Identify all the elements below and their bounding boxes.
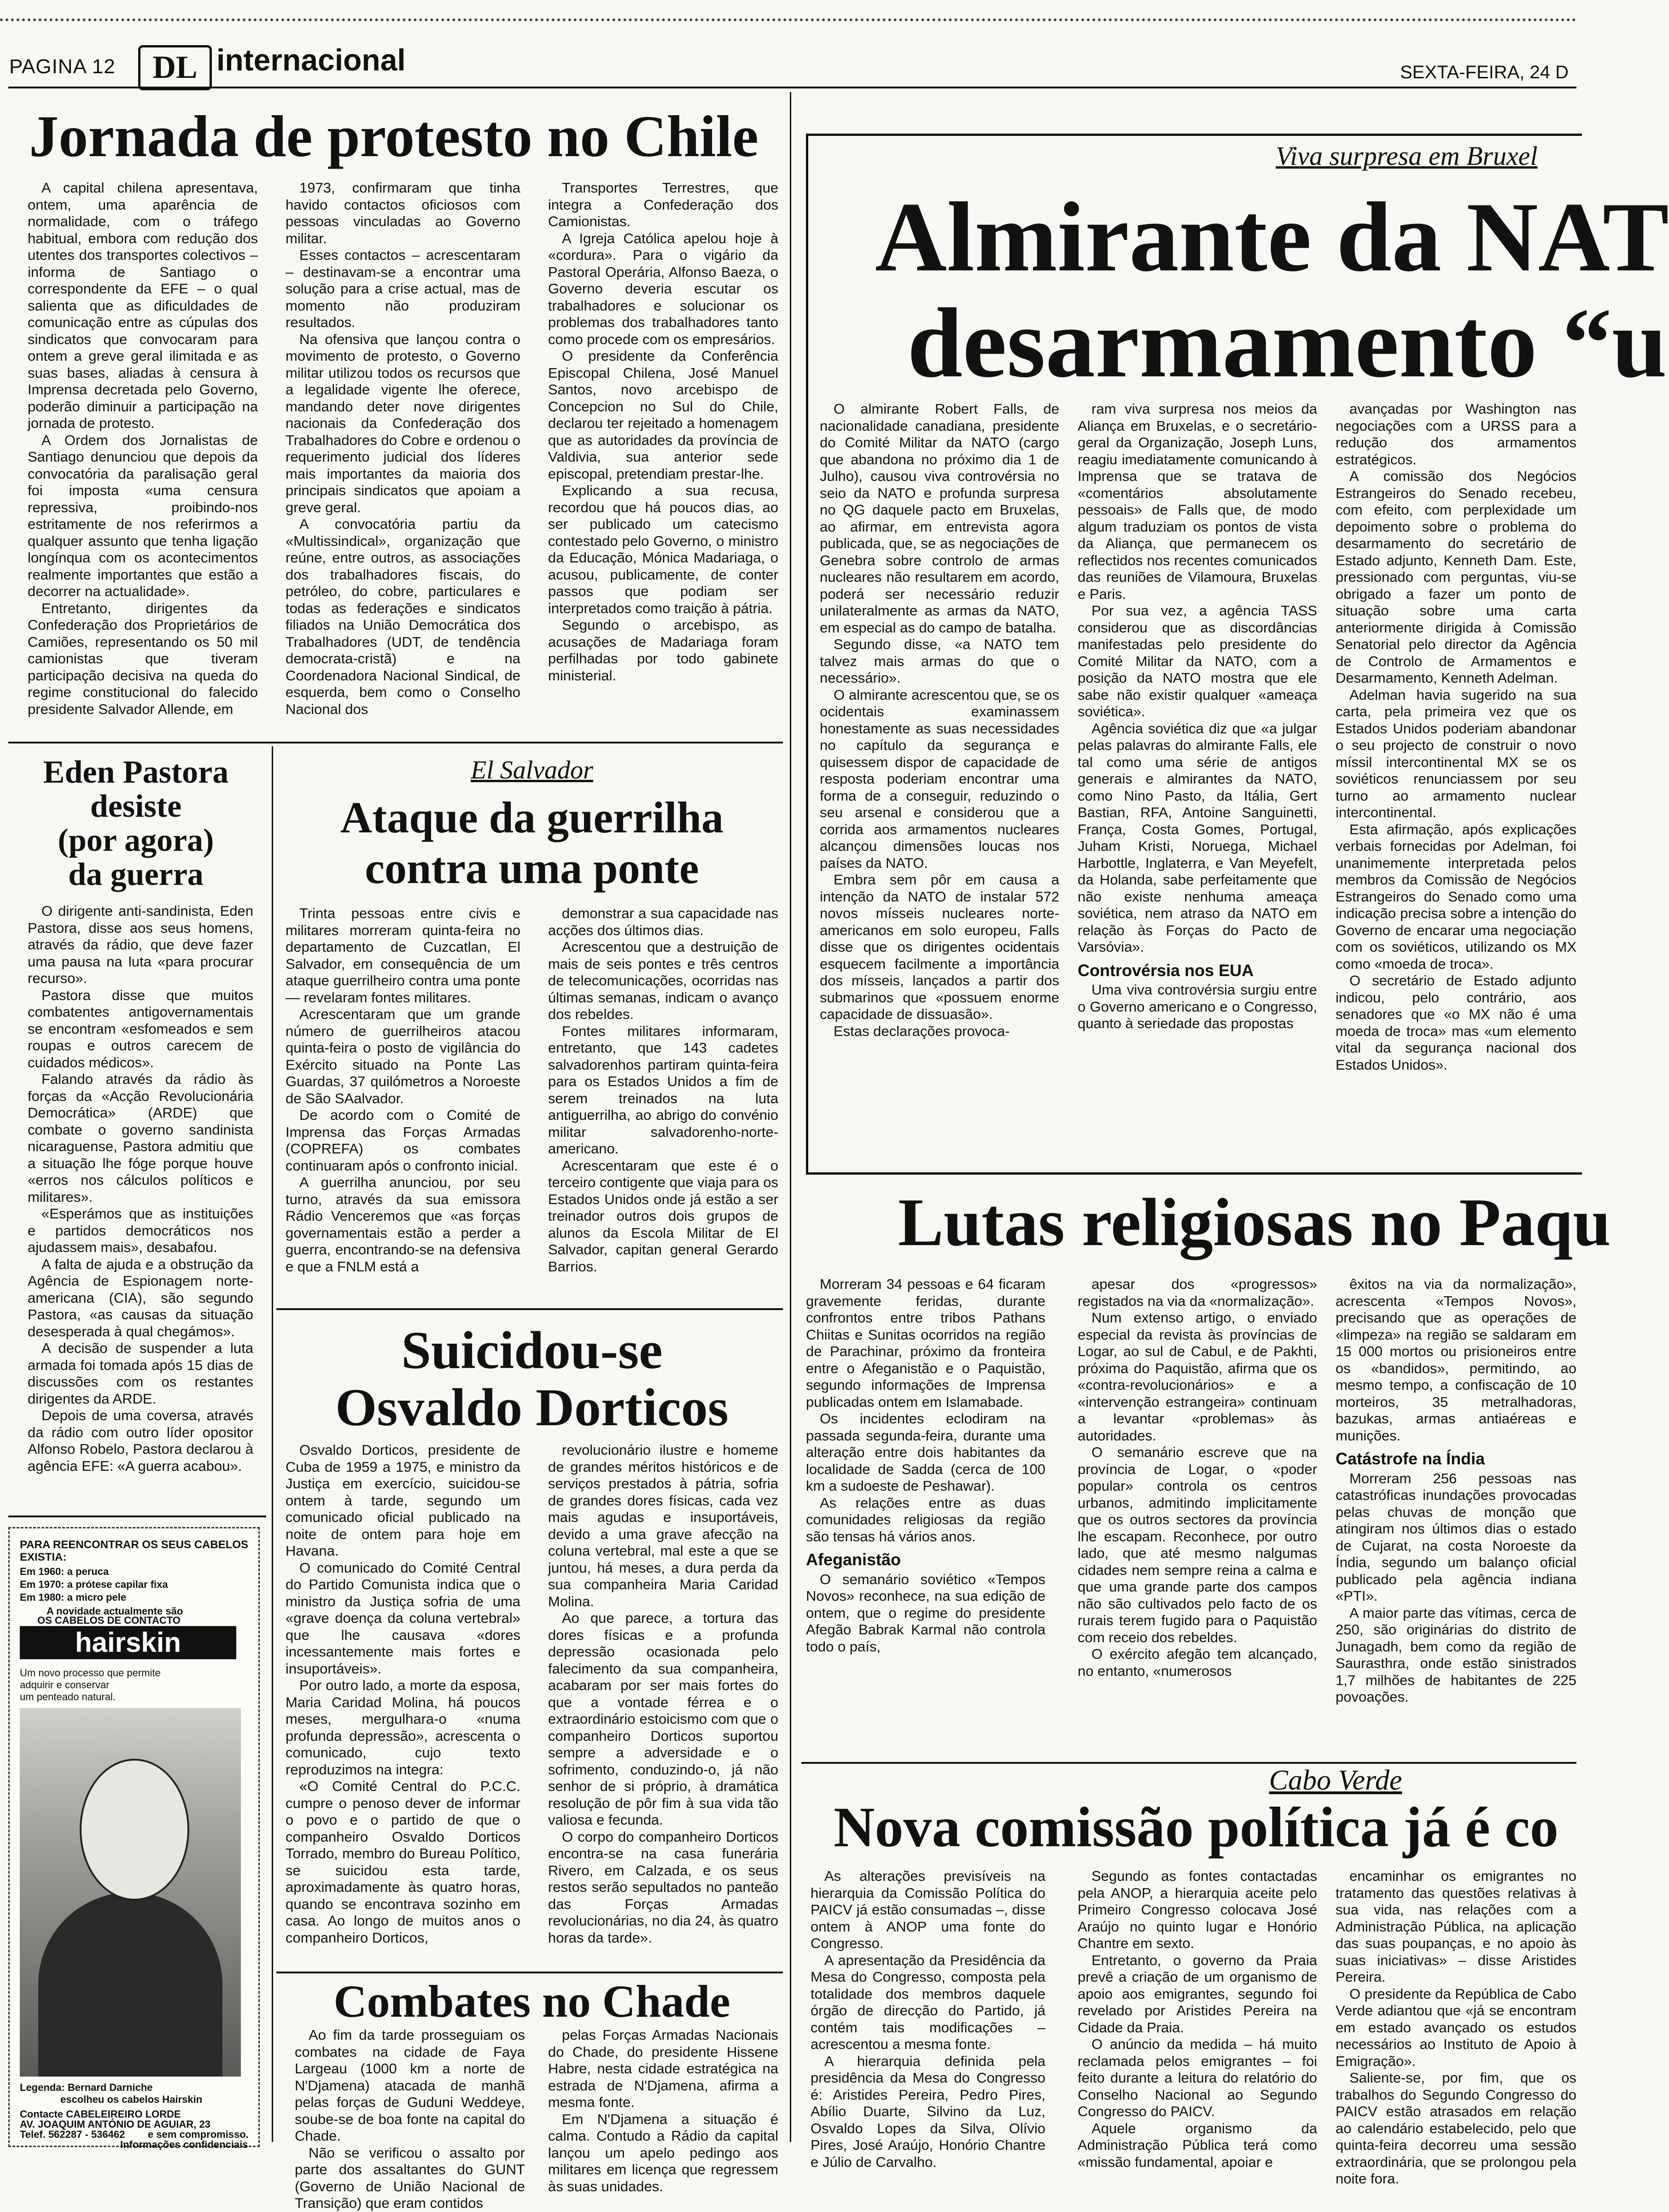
paragraph: Esta afirmação, após explicações verbais fornecidas por Adelman, foi unanimemente interpretada pelos membros da Comissão de Negócios Estrangeiros do Senado como uma indicação precisa sobre a intenção do Governo de encarar uma negociação com os soviéticos, utilizando os MX como «moeda de troca».	[1336, 821, 1576, 972]
paragraph: Entretanto, dirigentes da Confederação dos Proprietários de Camiões, representando os 50 mil camionistas que tiveram participação decisiva na queda do regime constitucional do falecido presidente Salvador Allende, em	[28, 600, 258, 717]
salvador-column-2	[548, 905, 778, 1301]
nato-column-3	[1336, 401, 1576, 1165]
paragraph: Trinta pessoas entre civis e militares morreram quinta-feira no departamento de Cuzcatlan, El Salvador, em consequência de um ataque guerrilheiro contra uma ponte — revelaram fontes militares.	[286, 905, 520, 1006]
newspaper-logo: DL	[138, 45, 212, 90]
ad-line-1980: Em 1980: a micro pele	[20, 1592, 127, 1603]
paragraph: Uma viva controvérsia surgiu entre o Governo americano e o Congresso, quanto à seriedade das propostas	[1078, 982, 1317, 1031]
cabo-column-1	[811, 1868, 1045, 2170]
paragraph: Ao fim da tarde prosseguiam os combates na cidade de Faya Largeau (1000 km a norte de N'Djamena) atacada de manhã pelas forças de Guduni Weddeye, soube-se de boa fonte na capital do Chade.	[295, 2027, 525, 2144]
ad-tagline-3: um penteado natural.	[20, 1691, 116, 1703]
paragraph: Por sua vez, a agência TASS considerou que as discordâncias manifestadas pelo presidente do Comité Militar da NATO, com a posição da NATO mostra que ele sabe não existir qualquer «ameaça soviética».	[1078, 603, 1317, 720]
paragraph: «O Comité Central do P.C.C. cumpre o penoso dever de informar o povo e o partido de que o companheiro Osvaldo Dorticos Torrado, membro do Bureau Político, se suicidou esta tarde, aproximadamente às quatro horas, quando se encontrava sozinho em casa. Ao longo de muitos anos o companheiro Dorticos,	[286, 1778, 520, 1946]
ad-contact-2: AV. JOAQUIM ANTÓNIO DE AGUIAR, 23	[20, 2118, 210, 2130]
lutas-column-2	[1078, 1276, 1317, 1760]
paragraph: A convocatória partiu da «Multissindical», organização que reúne, entre outros, as associações dos trabalhadores fiscais, do petróleo, do cobre, particulares e todas as federações e sindicatos filiados na União Democrática dos Trabalhadores (UDT, de tendência democrata-cristã) e na Coordenadora Nacional Sindical, de esquerda, bem como o Conselho Nacional dos	[286, 516, 520, 717]
paragraph: Embra sem pôr em causa a intenção da NATO de instalar 572 novos mísseis nucleares norte-americanos em solo europeu, Falls disse que os dirigentes ocidentais esquecem facilmente a importância dos mísseis, lançados a partir dos submarinos que «possuem enorme capacidade de dissuasão».	[820, 872, 1059, 1022]
paragraph: Segundo o arcebispo, as acusações de Madariaga foram perfilhadas por todo gabinete ministerial.	[548, 617, 778, 684]
paragraph: Ao que parece, a tortura das dores físicas e a profunda depressão ocasionada pelo falecimento da sua companheira, acabaram por ser mais fortes do que a vontade férrea e o extraordinário estoicismo com que o companheiro Dorticos suportou sempre a adversidade e o sofrimento, conduzindo-o, já não senhor de si próprio, à dramática resolução de pôr fim à sua vida tão valiosa e fecunda.	[548, 1610, 778, 1828]
ad-contact-5: Informações confidenciais	[120, 2139, 248, 2150]
chile-headline: Jornada de protesto no Chile	[29, 104, 759, 169]
portrait-shoulders	[38, 1892, 222, 2077]
paragraph: Segundo disse, «a NATO tem talvez mais armas do que o necessário».	[820, 636, 1059, 686]
paragraph: A Igreja Católica apelou hoje à «cordura». Para o vigário da Pastoral Operária, Alfonso Baeza, o Governo deveria escutar os trabalhadores e solucionar os problemas dos trabalhadores tanto como procede com os empresários.	[548, 230, 778, 347]
paragraph: A apresentação da Presidência da Mesa do Congresso, composta pela totalidade dos membros daquele órgão de direcção do Partido, já contém tais modificações – acrescentou a mesma fonte.	[811, 1952, 1045, 2052]
ad-tagline-2: adquirir e conservar	[20, 1679, 110, 1691]
lutas-bottom-rule	[801, 1762, 1576, 1764]
page-number: PAGINA 12	[9, 55, 116, 78]
nato-kicker: Viva surpresa em Bruxel	[1276, 141, 1538, 171]
cabo-kicker: Cabo Verde	[1269, 1765, 1402, 1796]
nato-column-1	[820, 401, 1059, 1165]
paragraph: A capital chilena apresentava, ontem, uma aparência de normalidade, com o tráfego habitual, embora com redução dos utentes dos transportes colectivos – informa de Santiago o correspondente da EFE – o qual salienta que as dificuldades de comunicação entre as cúpulas dos sindicatos que convocaram para ontem a greve geral ilimitada e as suas bases, aliadas à censura à Imprensa decretada pelo Governo, poderão diminuir a participação na jornada de protesto.	[28, 180, 258, 431]
salvador-kicker: El Salvador	[471, 756, 593, 784]
ad-portrait-photo	[20, 1708, 241, 2077]
ad-novidade: A novidade actualmente são	[47, 1605, 183, 1617]
paragraph: O comunicado do Comité Central do Partido Comunista indica que o ministro da Justiça sofria de uma «grave doença da coluna vertebral» que lhe causava «dores incessantemente mais fortes e insuportáveis».	[286, 1559, 520, 1677]
paragraph: Entretanto, o governo da Praia prevê a criação de um organismo de apoio aos emigrantes, segundo foi revelado por Aristides Pereira na Cidade da Praia.	[1078, 1952, 1317, 2036]
cabo-column-3	[1336, 1868, 1576, 2187]
paragraph: Saliente-se, por fim, que os trabalhos do Segundo Congresso do PAICV estão atrasados em relação ao calendário estabelecido, pelo que quinta-feira decorreu uma sessão extraordinária, que se prolongou pela noite fora.	[1336, 2070, 1576, 2187]
dorticos-column-2	[548, 1442, 778, 1962]
paragraph: pelas Forças Armadas Nacionais do Chade, do presidente Hissene Habre, nesta cidade estratégica na estrada de N'Djamena, afirma a mesma fonte.	[548, 2027, 778, 2110]
paragraph: Acrescentaram que um grande número de guerrilheiros atacou quinta-feira o posto de vigilância do Exército situado na Ponte Las Guardas, 37 quilómetros a Noroeste de São SAalvador.	[286, 1006, 520, 1106]
ad-contact-3: Telef. 562287 - 536462	[20, 2129, 125, 2140]
paragraph: As alterações previsíveis na hierarquia da Comissão Política do PAICV já estão consumadas –, disse ontem à ANOP uma fonte do Congresso.	[811, 1868, 1045, 1951]
hairskin-advertisement	[8, 1527, 260, 2150]
paragraph: A falta de ajuda e a obstrução da Agência de Espionagem norte-americana (CIA), são segundo Pastora, «as causas da situação desesperada à qual chegámos».	[28, 1256, 253, 1340]
paragraph: A hierarquia definida pela presidência da Mesa do Congresso é: Aristides Pereira, Pedro Pires, Abílio Duarte, Silvino da Luz, Osvaldo Lopes da Silva, Olívio Pires, José Araújo, Honório Chantre e Júlio de Carvalho.	[811, 2053, 1045, 2170]
paragraph: O semanário escreve que na província de Logar, o «poder popular» controla os centros urbanos, admitindo implicitamente que os outros sectores da província lhe escapam. Reconhece, por outro lado, que até mesmo nalgumas cidades nem sempre reina a calma e que uma grande parte dos campos não são cultivados pelo facto de os rurais terem fugido para o Paquistão com receio dos rebeldes.	[1078, 1444, 1317, 1645]
paragraph: O corpo do companheiro Dorticos encontra-se na casa funerária Rivero, em Calzada, e os seus restos serão sepultados no panteão das Forças Armadas revolucionárias, no dia 24, às quatro horas da tarde».	[548, 1828, 778, 1946]
paragraph: Não se verificou o assalto por parte dos assaltantes do GUNT (Governo de União Nacional de Transição) que eram contidos	[295, 2144, 525, 2211]
lutas-subheading-afeganistao: Afeganistão	[806, 1550, 901, 1569]
paragraph: Fontes militares informaram, entretanto, que 143 cadetes salvadorenhos partiram quinta-feira para os Estados Unidos a fim de serem treinados na luta antiguerrilha, ao abrigo do convénio militar salvadorenho-norte-americano.	[548, 1023, 778, 1157]
top-dotted-border	[0, 0, 1576, 21]
paragraph: Morreram 34 pessoas e 64 ficaram gravemente feridas, durante confrontos entre tribos Pathans Chiitas e Sunitas ocorridos na região de Parachinar, próximo da fronteira entre o Afeganistão e o Paquistão, segundo informações de Imprensa publicadas ontem em Islamabade.	[806, 1276, 1045, 1410]
paragraph: Num extenso artigo, o enviado especial da revista às províncias de Logar, ao sul de Cabul, e de Pakhti, próxima do Paquistão, afirma que os «contra-revolucionários» e a «intervenção estrangeira» continuam a levantar «problemas» às autoridades.	[1078, 1310, 1317, 1444]
paragraph: revolucionário ilustre e homeme de grandes méritos históricos e de serviços prestados à pátria, sofria de grandes dores físicas, cada vez mais agudas e insuportáveis, devido a uma grave afecção na coluna vertebral, mal este a que se juntou, há meses, a dura perda da sua companheira Maria Caridad Molina.	[548, 1442, 778, 1609]
paragraph: Estas declarações provoca-	[834, 1023, 1010, 1039]
salvador-headline: Ataque da guerrilha contra uma ponte	[340, 793, 724, 893]
paragraph: ram viva surpresa nos meios da Aliança em Bruxelas, e o secretário-geral da Organização, Joseph Luns, reagiu imediatamente comunicando à Imprensa que se tratava de «comentários absolutamente pessoais» de Falls que, de modo algum traduziam os pontos de vista da Aliança, que permanecem os reflectidos nos recentes comunicados das reuniões de Vilamoura, Bruxelas e Paris.	[1078, 401, 1317, 602]
paragraph: A guerrilha anunciou, por seu turno, através da sua emissora Rádio Venceremos que «as forças governamentais estão a perder a guerra, encontrando-se na defensiva e que a FNLM está a	[286, 1174, 520, 1275]
paragraph: A Ordem dos Jornalistas de Santiago denunciou que depois da convocatória da paralisação geral foi imposta «uma censura repressiva, proibindo-nos estritamente de nos referirmos a qualquer assunto que tenha ligação longínqua com os acontecimentos realmente importantes que estão a decorrer na actualidade».	[28, 432, 258, 599]
dorticos-column-1	[286, 1442, 520, 1962]
paragraph: êxitos na via da normalização», acrescenta «Tempos Novos», precisando que as operações de «limpeza» na região se saldaram em 15 000 mortos ou prisioneiros entre os «bandidos», permitindo, ao mesmo tempo, a confiscação de 10 morteiros, 35 metralhadoras, bazukas, armas antiaéreas e munições.	[1336, 1276, 1576, 1444]
paragraph: O presidente da República de Cabo Verde adiantou que «já se encontram em estado avançado os estudos necessários ao Instituto de Apoio à Emigração».	[1336, 1985, 1576, 2069]
pastora-headline: Eden Pastora desiste (por agora) da guerra	[43, 755, 229, 892]
paragraph: «Esperámos que as instituições e partidos democráticos nos ajudassem mais», desabafou.	[28, 1205, 253, 1255]
paragraph: A comissão dos Negócios Estrangeiros do Senado recebeu, com efeito, com perplexidade um depoimento sobre o problema do desarmamento do secretário de Estado adjunto, Kenneth Dam. Este, pressionado com perguntas, viu-se obrigado a fazer um ponto de situação sobre uma carta anteriormente dirigida à Comissão Senatorial pelo director da Agência de Controlo de Armamentos e Desarmamento, Kenneth Adelman.	[1336, 468, 1576, 686]
paragraph: Explicando a sua recusa, recordou que há poucos dias, ao ser publicado um catecismo contestado pelo Governo, o ministro da Educação, Mónica Madariaga, o acusou, publicamente, de conter passos que podiam ser interpretados como traição à pátria.	[548, 482, 778, 616]
paragraph: demonstrar a sua capacidade nas acções dos últimos dias.	[548, 905, 778, 938]
paragraph: Segundo as fontes contactadas pela ANOP, a hierarquia aceite pelo Primeiro Congresso colocava José Araújo no quinto lugar e Honório Chantre em sexto.	[1078, 1868, 1317, 1951]
paragraph: apesar dos «progressos» registados na via da «normalização».	[1078, 1276, 1317, 1309]
paragraph: A decisão de suspender a luta armada foi tomada após 15 dias de discussões com os restantes dirigentes da ARDE.	[28, 1340, 253, 1407]
chile-column-1	[28, 180, 258, 732]
paragraph: Os incidentes eclodiram na passada segunda-feira, durante uma alteração entre dois habitantes da localidade de Sadda (cerca de 100 km a sudoeste de Peshawar).	[806, 1410, 1045, 1494]
ad-caption-1: Legenda: Bernard Darniche	[20, 2082, 153, 2093]
paragraph: As relações entre as duas comunidades religiosas da região são tensas há vários anos.	[806, 1494, 1045, 1545]
ad-contact-1: Contacte CABELEIREIRO LORDE	[20, 2108, 181, 2120]
cabo-headline: Nova comissão política já é co	[834, 1796, 1558, 1859]
salvador-column-1	[286, 905, 520, 1301]
ad-caption-2: escolheu os cabelos Hairskin	[60, 2094, 203, 2105]
issue-date: SEXTA-FEIRA, 24 D	[1400, 62, 1569, 82]
pastora-article	[28, 903, 253, 1506]
paragraph: O anúncio da medida – há muito reclamada pelos emigrantes – foi feito durante a leitura do relatório do Conselho Nacional ao Segundo Congresso do PAICV.	[1078, 2036, 1317, 2119]
paragraph: A maior parte das vítimas, cerca de 250, são originárias do distrito de Junagadh, bem como da região de Saurasthra, onde estão sinistrados 1,7 milhões de habitantes de 225 povoações.	[1336, 1604, 1576, 1705]
pastora-bottom-rule	[8, 1516, 266, 1517]
paragraph: O presidente da Conferência Episcopal Chilena, José Manuel Santos, novo arcebispo de Concepcion no Sul do Chile, declarou ter rejeitado a homenagem que as autoridades da província de Valdivia, sua anterior sede episcopal, pretendiam prestar-lhe.	[548, 348, 778, 482]
ad-cabelos-contacto: OS CABELOS DE CONTACTO	[37, 1615, 181, 1626]
ad-line-1960: Em 1960: a peruca	[20, 1566, 109, 1577]
paragraph: 1973, confirmaram que tinha havido contactos oficiosos com pessoas vinculadas ao Governo militar.	[286, 180, 520, 246]
paragraph: Osvaldo Dorticos, presidente de Cuba de 1959 a 1975, e ministro da Justiça em exercício, suicidou-se ontem à tarde, segundo um comunicado oficial publicado na noite de ontem para hoje em Havana.	[286, 1442, 520, 1559]
ad-contact-6: e sem compromisso.	[148, 2129, 249, 2140]
paragraph: Depois de uma coversa, através da rádio com outro líder opositor Alfonso Robelo, Pastora declarou à agência EFE: «A guerra acabou».	[28, 1407, 253, 1474]
ad-line-1970: Em 1970: a prótese capilar fixa	[20, 1579, 168, 1590]
chile-column-3	[548, 180, 778, 732]
paragraph: Adelman havia sugerido na sua carta, pela primeira vez que os Estados Unidos poderiam abandonar o seu projecto de construir o novo míssil intercontinental MX se os soviéticos renunciassem por seu turno ao armamento nuclear intercontinental.	[1336, 686, 1576, 820]
center-column-divider	[790, 92, 791, 2142]
paragraph: Agência soviética diz que «a julgar pelas palavras do almirante Falls, ele tal como uma série de antigos generais e almirantes da NATO, como Nino Pasto, da Itália, Gert Bastian, RFA, Antoine Sanguinetti, França, Costa Gomes, Portugal, Juham Kristi, Noruega, Michael Harbottle, Inglaterra, e Van Meyefelt, da Holanda, sabe perfeitamente que não existe nenhuma ameaça soviética, nem atraso da NATO em relação às Forças do Pacto de Varsóvia».	[1078, 720, 1317, 955]
paragraph: O exército afegão tem alcançado, no entanto, «numerosos	[1078, 1646, 1317, 1679]
nato-subheading: Controvérsia nos EUA	[1078, 960, 1254, 980]
hairskin-logo: hairskin	[20, 1626, 236, 1659]
lutas-headline: Lutas religiosas no Paqu	[898, 1185, 1611, 1260]
paragraph: Em N'Djamena a situação é calma. Contudo a Rádio da capital lançou um apelo pedingo aos militares em licença que regressem às suas unidades.	[548, 2111, 778, 2194]
paragraph: Morreram 256 pessoas nas catastróficas inundações provocadas pelas chuvas de monção que atingiram nos últimos dias o estado de Cujarat, na costa Noroeste da Índia, segundo um balanço oficial publicado pela agência indiana «PTI».	[1336, 1470, 1576, 1604]
lutas-subheading-india: Catástrofe na Índia	[1336, 1449, 1485, 1468]
nato-column-2	[1078, 401, 1317, 1165]
dorticos-bottom-rule	[276, 1972, 783, 1973]
paragraph: O semanário soviético «Tempos Novos» reconhece, na sua edição de ontem, que o regime do presidente Afegão Babrak Karmal não controla todo o país,	[806, 1571, 1045, 1655]
dorticos-headline: Suicidou-se Osvaldo Dorticos	[335, 1321, 729, 1437]
salvador-bottom-rule	[276, 1308, 783, 1310]
pastora-side-rule	[272, 746, 273, 2142]
paragraph: Por outro lado, a morte da esposa, Maria Caridad Molina, há poucos meses, mergulhara-o «numa profunda depressão», acrescenta o comunicado, cujo texto reproduzimos na integra:	[286, 1677, 520, 1778]
lutas-column-3	[1336, 1276, 1576, 1760]
paragraph: Pastora disse que muitos combatentes antigovernamentais se encontram «esfomeados e sem roupas e outros carecem de cuidados médicos».	[28, 987, 253, 1071]
paragraph: Na ofensiva que lançou contra o movimento de protesto, o Governo militar utilizou todos os recursos que a legalidade vigente lhe oferece, mandando deter nove dirigentes nacionais da Confederação dos Trabalhadores do Cobre e ordenou o requerimento judicial dos líderes mais importantes da maioria dos principais sindicatos que apoiam a greve geral.	[286, 331, 520, 515]
chade-headline: Combates no Chade	[333, 1976, 730, 2027]
paragraph: Aquele organismo da Administração Pública terá como «missão fundamental, apoiar e	[1078, 2120, 1317, 2170]
paragraph: O secretário de Estado adjunto indicou, pelo contrário, aos senadores que «o MX não é uma moeda de troca» mas «um elemento vital da segurança nacional dos Estados Unidos».	[1336, 972, 1576, 1073]
paragraph: avançadas por Washington nas negociações com a URSS para a redução dos armamentos estratégicos.	[1336, 401, 1576, 468]
section-title: internacional	[216, 43, 406, 77]
paragraph: Esses contactos – acrescentaram – destinavam-se a encontrar uma solução para a crise actual, mas de momento não produziram resultados.	[286, 247, 520, 330]
paragraph: encaminhar os emigrantes no tratamento das questões relativas à sua vida, nas relações com a Administração Pública, na aplicação das suas poupanças, e no apoio às suas iniciativas» – disse Aristides Pereira.	[1336, 1868, 1576, 1985]
chile-column-2	[286, 180, 520, 732]
ad-intro-line: PARA REENCONTRAR OS SEUS CABELOS EXISTIA:	[20, 1539, 249, 1563]
lutas-column-1	[806, 1276, 1045, 1760]
paragraph: O almirante Robert Falls, de nacionalidade canadiana, presidente do Comité Militar da NATO (cargo que abandona no próximo dia 1 de Julho), causou viva controvérsia no seio da NATO e profunda surpresa no QG daquele pacto em Bruxelas, ao afirmar, em entrevista agora publicada, que, se as negociações de Genebra sobre controlo de armas nucleares não resultarem em acordo, poderá ser necessário reduzir unilateralmente as armas da NATO, em especial as do campo de batalha.	[820, 401, 1059, 636]
chile-bottom-rule	[8, 742, 783, 743]
chade-column-1	[295, 2027, 525, 2211]
paragraph: O dirigente anti-sandinista, Eden Pastora, disse aos seus homens, através da rádio, que deve fazer uma pausa na luta «para procurar recurso».	[28, 903, 253, 986]
paragraph: Falando através da rádio às forças da «Acção Revolucionária Democrática» (ARDE) que combate o governo sandinista nicaraguense, Pastora admitiu que a situação lhe fóge porque houve «erros nos cálculos políticos e militares».	[28, 1071, 253, 1205]
header-rule	[8, 87, 1576, 88]
paragraph: Acrescentou que a destruição de mais de seis pontes e três centros de telecomunicações, ocorridas nas últimas semanas, indicam o avanço dos rebeldes.	[548, 939, 778, 1022]
ad-tagline-1: Um novo processo que permite	[20, 1667, 161, 1679]
nato-headline: Almirante da NAT desarmamento “u	[875, 182, 1669, 398]
paragraph: De acordo com o Comité de Imprensa das Forças Armadas (COPREFA) os combates continuaram após o confronto inicial.	[286, 1107, 520, 1174]
paragraph: Acrescentaram que este é o terceiro contigente que viaja para os Estados Unidos onde já estão a ser treinador outros dois grupos de alunos da Escola Militar de El Salvador, capitan general Gerardo Barrios.	[548, 1157, 778, 1275]
cabo-column-2	[1078, 1868, 1317, 2170]
chade-column-2	[548, 2027, 778, 2194]
paragraph: O almirante acrescentou que, se os ocidentais examinassem honestamente as suas necessidades no capítulo da segurança e quisessem dispor de capacidade de resposta poderiam encontrar uma forma de a conseguir, reduzindo o seu arsenal e considerou que a corrida aos armamentos nucleares alcançou dimensões loucas nos países da NATO.	[820, 686, 1059, 871]
paragraph: Transportes Terrestres, que integra a Confederação dos Camionistas.	[548, 180, 778, 229]
portrait-face	[80, 1759, 189, 1901]
